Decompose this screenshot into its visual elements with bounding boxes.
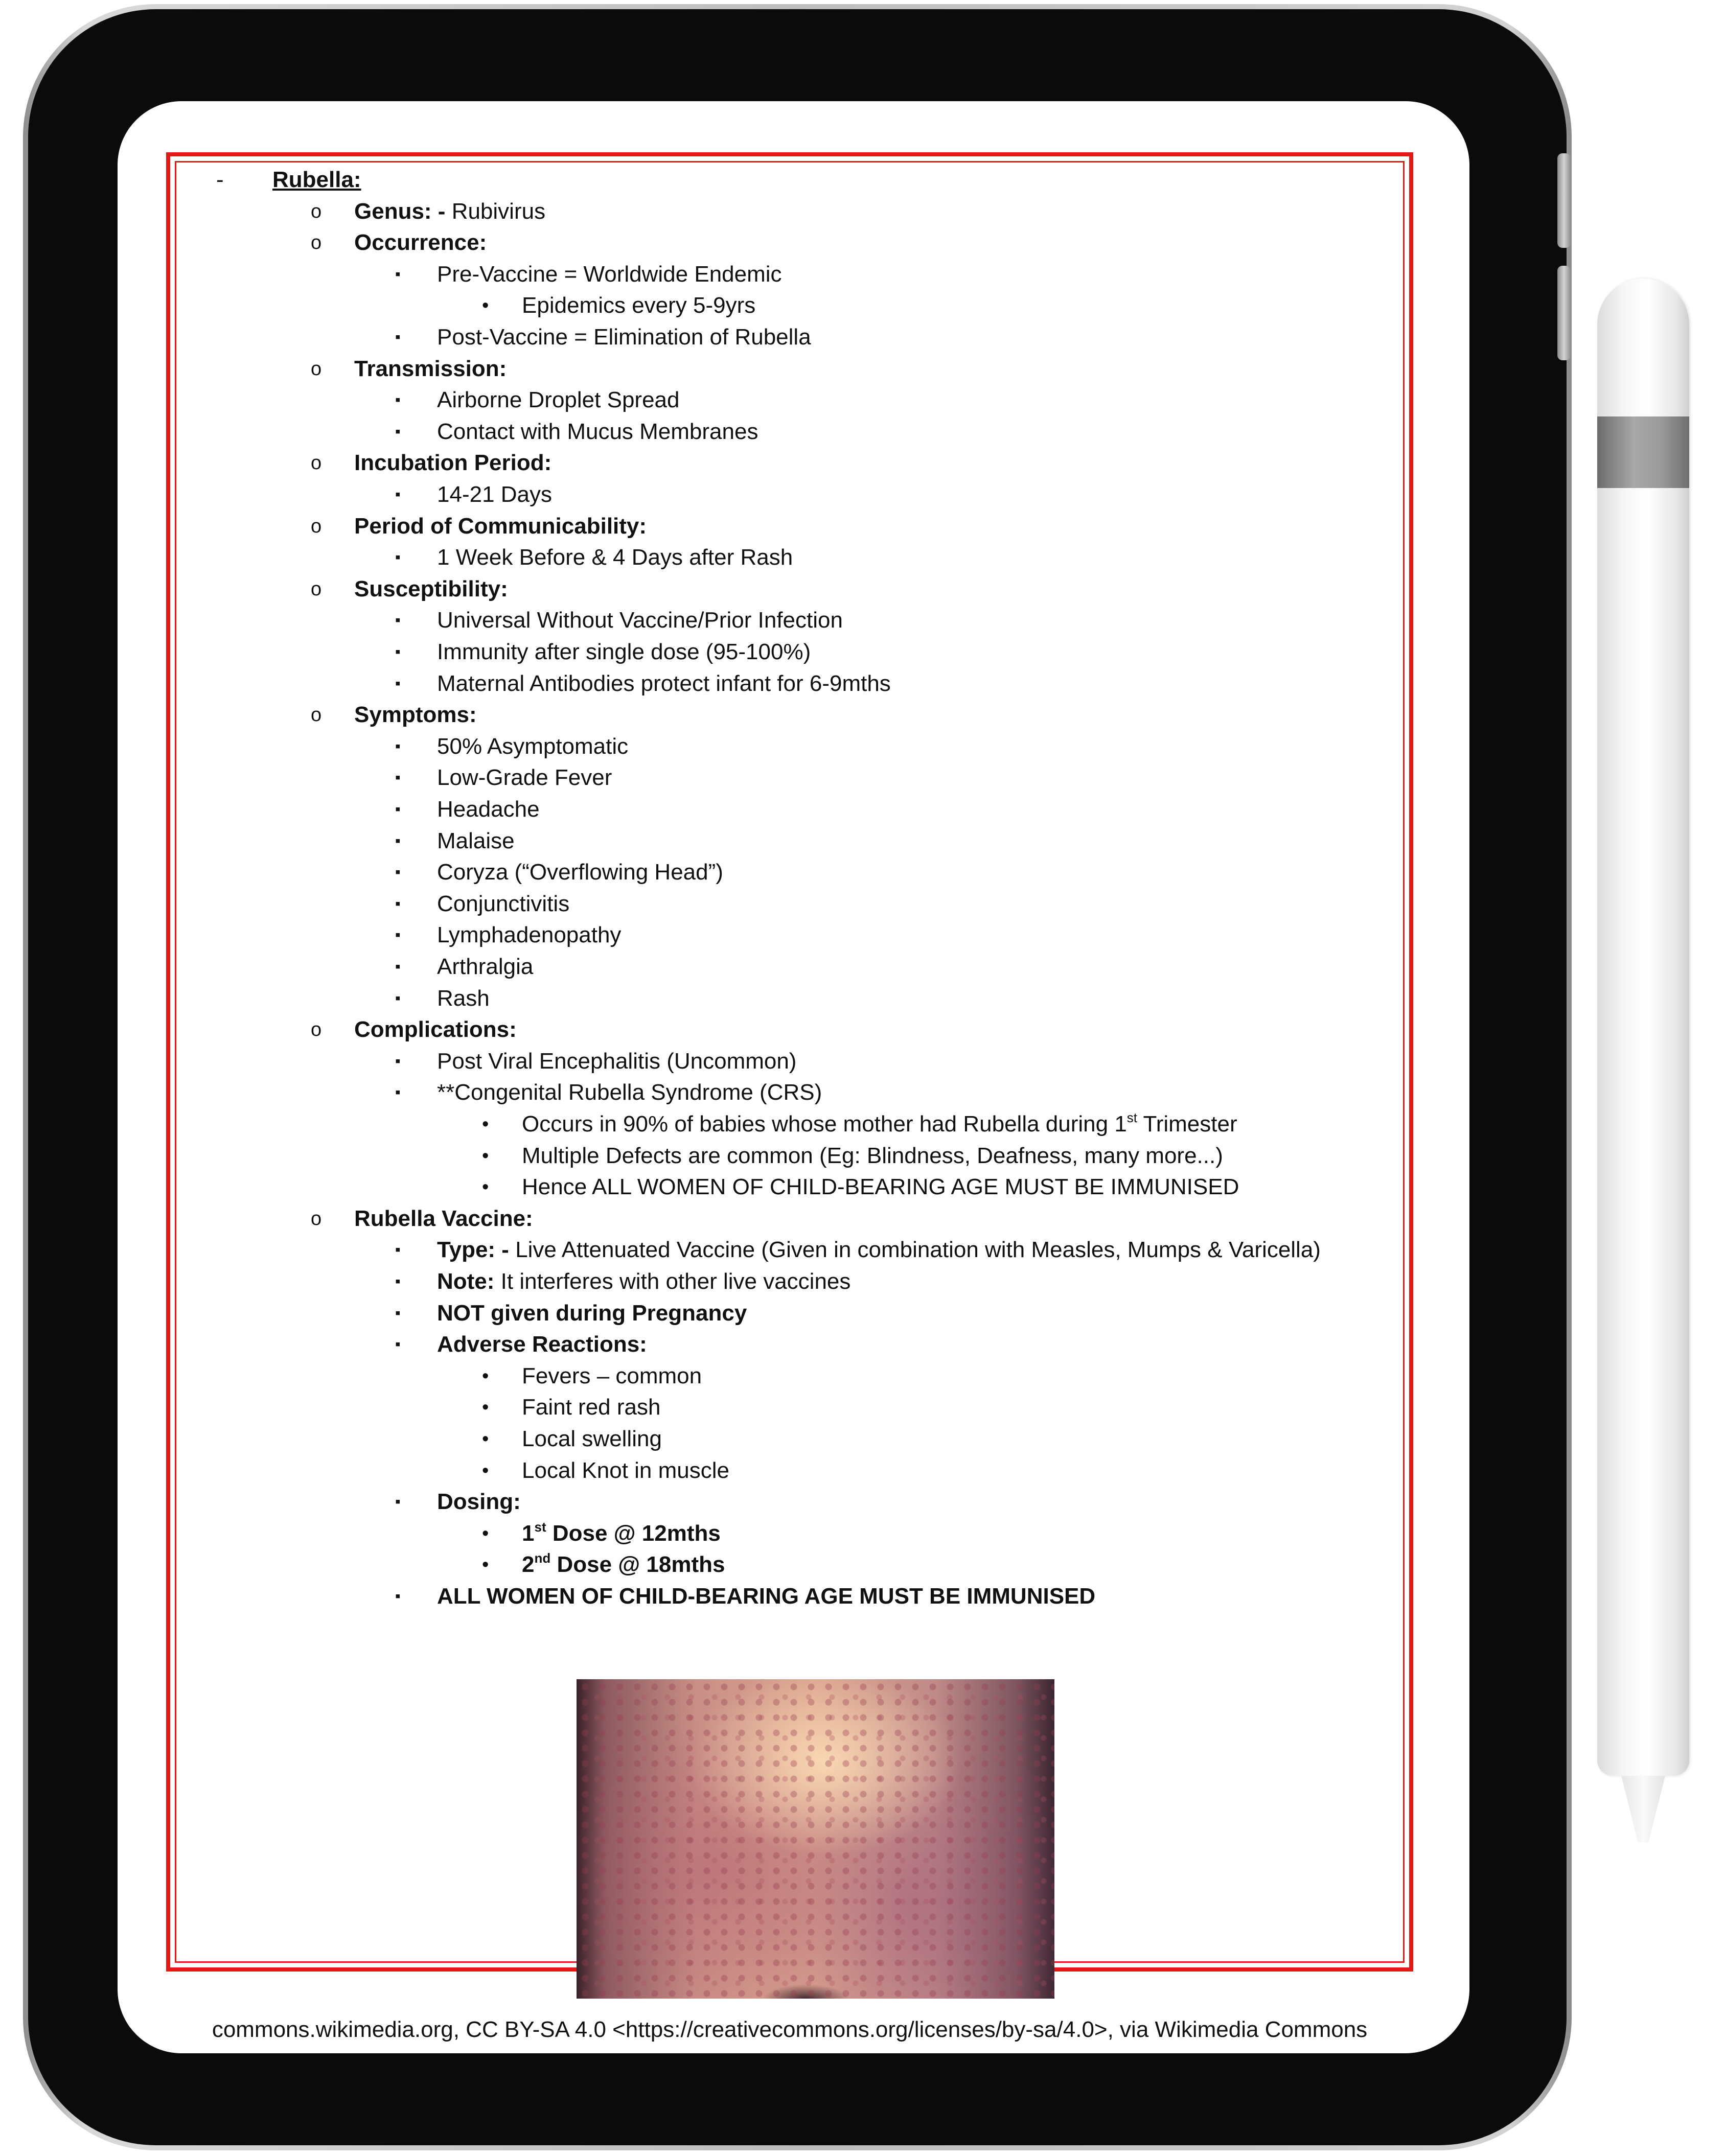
list-item — [395, 1267, 851, 1296]
section-heading — [311, 1204, 533, 1233]
list-text: NOT given during Pregnancy — [437, 1300, 747, 1326]
list-text: Rubella Vaccine: — [354, 1205, 533, 1231]
list-text: 14-21 Days — [437, 482, 553, 507]
stylus-band — [1597, 416, 1689, 488]
list-text: Faint red rash — [522, 1395, 661, 1420]
doc-heading — [216, 166, 361, 194]
bullet-marker: ▪ — [395, 423, 401, 440]
list-text: Type: - — [437, 1237, 516, 1263]
list-text: Fevers – common — [522, 1363, 702, 1388]
bullet-marker: o — [311, 358, 322, 380]
sub-list-item — [482, 1456, 729, 1485]
bullet-marker: ▪ — [395, 958, 401, 975]
list-text: Rubella: — [272, 167, 361, 192]
bullet-marker: o — [311, 1208, 322, 1230]
list-text: Universal Without Vaccine/Prior Infection — [437, 608, 843, 633]
list-text: Headache — [437, 797, 540, 822]
list-text: Multiple Defects are common (Eg: Blindness, Deafness, many more...) — [522, 1143, 1223, 1168]
sub-list-item — [482, 1550, 725, 1579]
bullet-marker: ▪ — [395, 926, 401, 944]
bullet-marker: ▪ — [395, 643, 401, 660]
bullet-marker: • — [482, 1365, 489, 1387]
bullet-marker: ▪ — [395, 1052, 401, 1070]
list-item — [395, 323, 811, 352]
bullet-marker: - — [216, 167, 224, 192]
sub-list-item — [482, 1142, 1223, 1170]
list-text: Malaise — [437, 828, 515, 853]
list-text: Contact with Mucus Membranes — [437, 419, 758, 444]
document-frame — [166, 152, 1413, 2042]
list-item — [395, 732, 629, 761]
bullet-marker: ▪ — [395, 769, 401, 786]
list-text: 2nd Dose @ 18mths — [522, 1550, 725, 1578]
list-item — [395, 921, 622, 949]
list-text: Airborne Droplet Spread — [437, 387, 680, 413]
sub-list-item — [482, 1425, 662, 1453]
list-item — [395, 858, 723, 887]
tablet-screen — [118, 101, 1469, 2053]
bullet-marker: • — [482, 295, 489, 317]
bullet-marker: ▪ — [395, 1493, 401, 1511]
bullet-marker: ▪ — [395, 832, 401, 849]
list-text: Rubivirus — [451, 198, 546, 224]
list-text: Adverse Reactions: — [437, 1332, 647, 1357]
bullet-marker: o — [311, 1019, 322, 1041]
list-text: Transmission: — [354, 356, 507, 381]
sub-list-item — [482, 1393, 661, 1422]
bullet-marker: o — [311, 200, 322, 222]
list-text: Lymphadenopathy — [437, 922, 622, 948]
bullet-marker: ▪ — [395, 1588, 401, 1605]
bullet-marker: • — [482, 1114, 489, 1135]
bullet-marker: • — [482, 1459, 489, 1481]
bullet-marker: • — [482, 1397, 489, 1419]
list-text: Genus: - — [354, 198, 452, 224]
list-text: ALL WOMEN OF CHILD-BEARING AGE MUST BE IMMUNISED — [437, 1584, 1096, 1609]
bullet-marker: ▪ — [395, 1241, 401, 1259]
rubella-rash-photo — [577, 1679, 1054, 1999]
list-item — [395, 669, 891, 698]
bullet-marker: o — [311, 704, 322, 726]
section-heading — [311, 449, 552, 477]
tablet-device — [23, 4, 1572, 2150]
list-item — [395, 260, 782, 289]
bullet-marker: ▪ — [395, 486, 401, 503]
bullet-marker: • — [482, 1554, 489, 1576]
list-text: Dosing: — [437, 1489, 521, 1515]
section-heading — [311, 575, 508, 604]
bullet-marker: ▪ — [395, 675, 401, 692]
section-heading — [311, 1015, 517, 1044]
bullet-marker: o — [311, 452, 322, 474]
list-text: Susceptibility: — [354, 576, 508, 601]
list-text: Complications: — [354, 1017, 517, 1042]
stylus-pencil — [1597, 279, 1689, 1776]
bullet-marker: ▪ — [395, 1304, 401, 1322]
bullet-marker: ▪ — [395, 1273, 401, 1290]
list-item — [395, 953, 534, 981]
list-item — [395, 543, 793, 572]
bullet-marker: • — [482, 1176, 489, 1198]
list-text: Hence ALL WOMEN OF CHILD-BEARING AGE MUST BE IMMUNISED — [522, 1174, 1239, 1200]
list-item — [395, 1047, 797, 1076]
bullet-marker: ▪ — [395, 989, 401, 1007]
list-text: Note: — [437, 1269, 501, 1294]
bullet-marker: ▪ — [395, 265, 401, 283]
list-item — [395, 1299, 747, 1328]
list-text: Period of Communicability: — [354, 513, 647, 539]
bullet-marker: ▪ — [395, 329, 401, 345]
list-text: It interferes with other live vaccines — [500, 1269, 851, 1294]
list-text: 1 Week Before & 4 Days after Rash — [437, 545, 793, 570]
bullet-marker: o — [311, 232, 322, 254]
bullet-marker: o — [311, 515, 322, 537]
bullet-marker: ▪ — [395, 864, 401, 881]
image-credit: commons.wikimedia.org, CC BY-SA 4.0 <https://creativecommons.org/licenses/by-sa/4.0>, via Wikimedia Commons — [212, 2017, 1368, 2042]
list-text: Maternal Antibodies protect infant for 6-9mths — [437, 670, 891, 696]
list-item — [395, 763, 612, 792]
list-text: 50% Asymptomatic — [437, 733, 629, 759]
list-text: Local Knot in muscle — [522, 1457, 729, 1483]
sub-list-item — [482, 1173, 1239, 1201]
bullet-marker: • — [482, 1145, 489, 1167]
list-item — [395, 827, 515, 855]
tablet-bezel — [28, 9, 1567, 2145]
sub-list-item — [482, 1519, 721, 1548]
sub-list-item — [482, 1362, 702, 1390]
list-text: Local swelling — [522, 1426, 662, 1451]
list-text: Incubation Period: — [354, 450, 552, 476]
bullet-marker: • — [482, 1522, 489, 1544]
list-text: Low-Grade Fever — [437, 765, 612, 791]
bullet-marker: ▪ — [395, 549, 401, 566]
list-text: Immunity after single dose (95-100%) — [437, 639, 811, 664]
list-item — [395, 890, 570, 918]
bullet-marker: ▪ — [395, 895, 401, 912]
list-text: Rash — [437, 985, 490, 1011]
section-heading — [311, 355, 507, 383]
list-item — [395, 1236, 1321, 1264]
bullet-marker: o — [311, 578, 322, 600]
sub-list-item — [482, 291, 756, 320]
list-text: Pre-Vaccine = Worldwide Endemic — [437, 261, 782, 287]
list-item — [395, 1078, 822, 1107]
sub-list-item — [482, 1110, 1237, 1139]
list-text: Conjunctivitis — [437, 891, 570, 916]
list-text: Post Viral Encephalitis (Uncommon) — [437, 1048, 797, 1074]
list-item — [395, 606, 843, 635]
bullet-marker: ▪ — [395, 737, 401, 755]
list-item — [395, 418, 758, 446]
list-item — [395, 638, 811, 666]
bullet-marker: • — [482, 1428, 489, 1450]
stylus-tip — [1621, 1776, 1665, 1842]
list-item — [395, 795, 540, 824]
list-text: Symptoms: — [354, 702, 477, 728]
list-text: Live Attenuated Vaccine (Given in combination with Measles, Mumps & Varicella) — [515, 1237, 1321, 1263]
volume-down-button — [1557, 266, 1571, 360]
list-text: Arthralgia — [437, 954, 534, 979]
list-text: **Congenital Rubella Syndrome (CRS) — [437, 1080, 822, 1105]
list-text: Occurs in 90% of babies whose mother had Rubella during 1st Trimester — [522, 1110, 1237, 1137]
bullet-marker: ▪ — [395, 612, 401, 629]
volume-up-button — [1557, 153, 1571, 248]
bullet-marker: ▪ — [395, 1336, 401, 1353]
list-text: Occurrence: — [354, 230, 487, 256]
bullet-marker: ▪ — [395, 1084, 401, 1101]
section-heading — [311, 228, 487, 257]
list-text: Coryza (“Overflowing Head”) — [437, 860, 723, 885]
bullet-marker: ▪ — [395, 391, 401, 409]
list-item — [395, 1330, 647, 1359]
list-text: 1st Dose @ 12mths — [522, 1519, 721, 1546]
list-item — [395, 480, 553, 509]
list-item — [395, 1582, 1096, 1611]
section-heading — [311, 197, 546, 226]
list-text: Epidemics every 5-9yrs — [522, 293, 756, 318]
list-item — [395, 984, 490, 1013]
section-heading — [311, 512, 647, 541]
list-text: Post-Vaccine = Elimination of Rubella — [437, 324, 811, 350]
list-item — [395, 1488, 521, 1516]
list-item — [395, 386, 680, 414]
bullet-marker: ▪ — [395, 801, 401, 818]
section-heading — [311, 701, 477, 729]
